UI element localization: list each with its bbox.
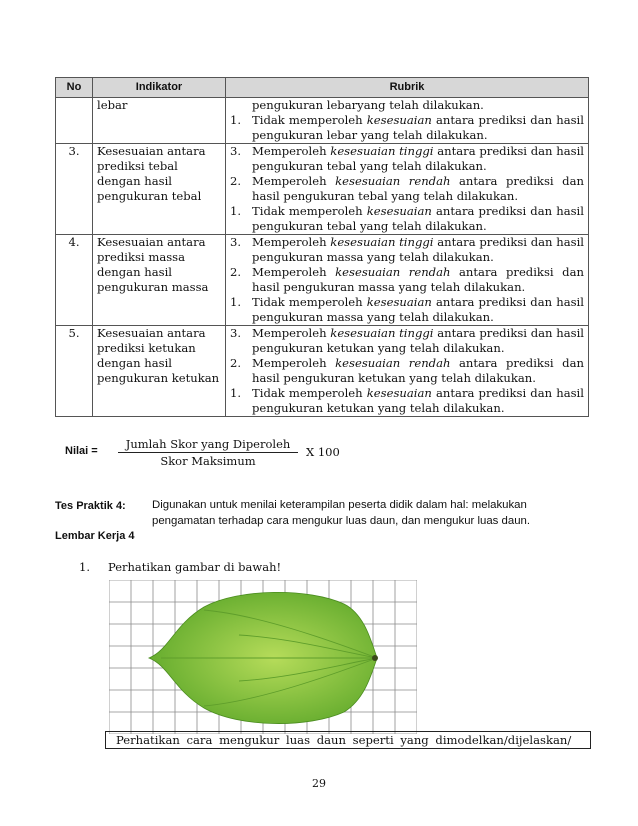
rubrik-item-text: Memperoleh kesesuaian rendah antara prediksi dan hasil pengukuran ketukan yang telah dilakukan. [252, 356, 584, 385]
rubrik-item [230, 113, 584, 143]
formula-denominator: Skor Maksimum [160, 454, 256, 468]
rubrik-item [230, 326, 584, 356]
rubrik-item-number: 1. [230, 386, 242, 400]
rubrik-item-number [230, 98, 252, 113]
row-rubrik [226, 235, 589, 326]
table-row [56, 144, 589, 235]
formula-multiplier: X 100 [306, 445, 340, 459]
page-number: 29 [312, 777, 326, 790]
row-rubrik [226, 144, 589, 235]
rubrik-item [230, 235, 584, 265]
rubrik-item-number: 1. [230, 113, 242, 127]
table-row [56, 98, 589, 144]
table-header-row [56, 78, 589, 98]
leaf-petiole [372, 655, 378, 661]
table-row [56, 235, 589, 326]
rubrik-item-number: 2. [230, 356, 242, 370]
rubrik-item [230, 386, 584, 416]
rubrik-item-text: Memperoleh kesesuaian rendah antara prediksi dan hasil pengukuran tebal yang telah dilakukan. [252, 174, 584, 203]
rubrik-item-number: 3. [230, 235, 242, 249]
formula-numerator: Jumlah Skor yang Diperoleh [125, 437, 291, 451]
row-number [56, 98, 93, 144]
rubrik-item-text: Tidak memperoleh kesesuaian antara prediksi dan hasil pengukuran tebal yang telah dilakukan. [252, 204, 584, 233]
rubrik-item-number: 3. [230, 144, 242, 158]
table-row [56, 326, 589, 417]
rubrik-item-number: 3. [230, 326, 242, 340]
tes-praktik-line2: pengamatan terhadap cara mengukur luas daun, dan mengukur luas daun. [152, 515, 531, 527]
row-indikator: Kesesuaian antara prediksi massa dengan hasil pengukuran massa [93, 235, 226, 326]
rubrik-item-text: pengukuran lebaryang telah dilakukan. [252, 98, 484, 112]
tes-praktik-label: Tes Praktik 4: [55, 500, 126, 512]
rubrik-item-text: Memperoleh kesesuaian tinggi antara prediksi dan hasil pengukuran tebal yang telah dilakukan. [252, 144, 584, 173]
rubrik-item-text: Memperoleh kesesuaian tinggi antara prediksi dan hasil pengukuran massa yang telah dilakukan. [252, 235, 584, 264]
rubrik-item [230, 295, 584, 325]
leaf-grid-figure [109, 580, 417, 734]
rubrik-item [230, 356, 584, 386]
row-number: 5. [56, 326, 93, 417]
row-rubrik [226, 98, 589, 144]
rubrik-item-text: Tidak memperoleh kesesuaian antara prediksi dan hasil pengukuran lebar yang telah dilakukan. [252, 113, 584, 142]
row-number: 3. [56, 144, 93, 235]
rubrik-item [230, 144, 584, 174]
rubrik-item-text: Memperoleh kesesuaian tinggi antara prediksi dan hasil pengukuran ketukan yang telah dilakukan. [252, 326, 584, 355]
rubrik-item-text: Tidak memperoleh kesesuaian antara prediksi dan hasil pengukuran massa yang telah dilakukan. [252, 295, 584, 324]
instruction-number: 1. [79, 560, 90, 574]
rubrik-item-number: 2. [230, 265, 242, 279]
lembar-kerja-heading: Lembar Kerja 4 [55, 530, 135, 542]
rubrik-item [230, 204, 584, 234]
fraction-line [118, 452, 298, 453]
formula-label: Nilai = [65, 445, 98, 457]
rubrik-item-text: Tidak memperoleh kesesuaian antara prediksi dan hasil pengukuran ketukan yang telah dilakukan. [252, 386, 584, 415]
instruction-text: Perhatikan gambar di bawah! [108, 560, 282, 574]
instruction-box [105, 731, 591, 749]
rubrik-item [230, 174, 584, 204]
rubrik-item-number: 1. [230, 204, 242, 218]
rubrik-item-text: Memperoleh kesesuaian rendah antara prediksi dan hasil pengukuran massa yang telah dilakukan. [252, 265, 584, 294]
header-rubrik: Rubrik [226, 78, 589, 98]
tes-praktik-line1: Digunakan untuk menilai keterampilan peserta didik dalam hal: melakukan [152, 499, 527, 511]
rubrik-item [230, 265, 584, 295]
rubrik-item [230, 98, 584, 113]
row-indikator: Kesesuaian antara prediksi ketukan dengan hasil pengukuran ketukan [93, 326, 226, 417]
instruction-box-text: Perhatikan cara mengukur luas daun seperti yang dimodelkan/dijelaskan/ [116, 733, 572, 747]
row-rubrik [226, 326, 589, 417]
rubric-table [55, 77, 589, 417]
row-indikator: Kesesuaian antara prediksi tebal dengan hasil pengukuran tebal [93, 144, 226, 235]
header-no: No [56, 78, 93, 98]
rubrik-item-number: 1. [230, 295, 242, 309]
header-indikator: Indikator [93, 78, 226, 98]
rubrik-item-number: 2. [230, 174, 242, 188]
row-indikator: lebar [93, 98, 226, 144]
row-number: 4. [56, 235, 93, 326]
